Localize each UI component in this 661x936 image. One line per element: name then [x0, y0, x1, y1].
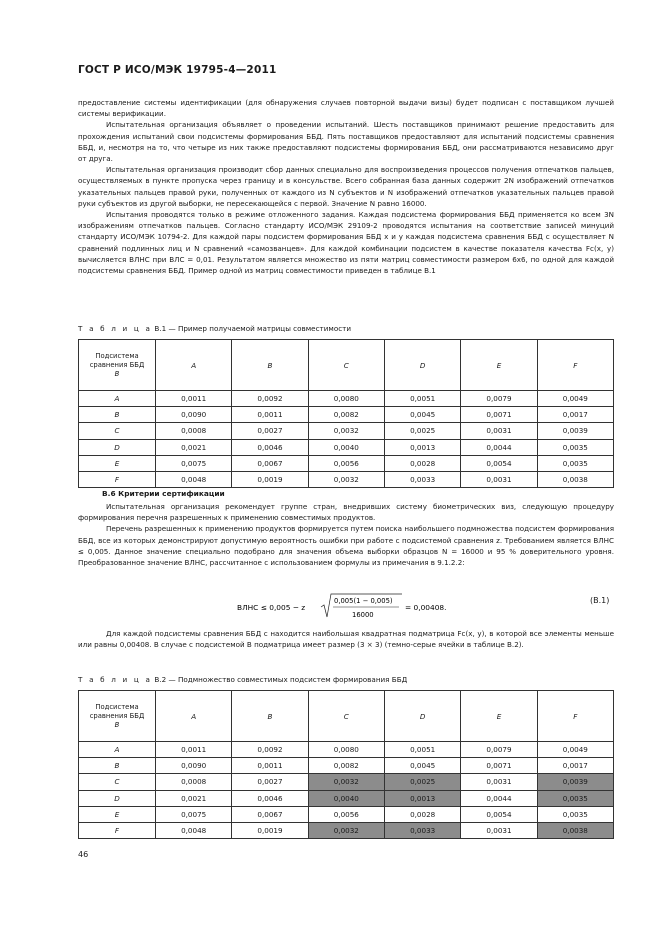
- table-cell: 0,0048: [156, 471, 232, 487]
- table-cell: 0,0038: [537, 471, 613, 487]
- table-cell: 0,0035: [537, 439, 613, 455]
- row-label: B: [79, 407, 156, 423]
- table-cell: 0,0046: [232, 439, 308, 455]
- table-cell: 0,0032: [308, 471, 384, 487]
- table-cell: 0,0025: [384, 774, 460, 790]
- column-header: C: [308, 691, 384, 742]
- table-cell: 0,0031: [461, 774, 537, 790]
- formula-rhs: = 0,00408.: [405, 603, 447, 612]
- table-cell: 0,0067: [232, 806, 308, 822]
- table-row: [79, 455, 614, 471]
- table-row: [79, 758, 614, 774]
- table-cell: 0,0031: [461, 822, 537, 838]
- paragraph-6: Перечень разрешенных к применению продуктов формируется путем поиска наибольшего подмножества подсистем формирования ББД, все из которых демонстрируют допустимую вероятность ошибки при работе с подсистемой сравнения z. Требованием является ВЛНС ≤ 0,005. Данное значение специально подобрано для значения объема выборки образцов N = 16000 и 95 % доверительного уровня. Преобразованное значение ВЛНС, рассчитанное с использованием формулы из примечания в 9.1.2.2:: [78, 524, 614, 568]
- table-cell: 0,0046: [232, 790, 308, 806]
- table-cell: 0,0035: [537, 790, 613, 806]
- table-cell: 0,0049: [537, 742, 613, 758]
- row-label: C: [79, 774, 156, 790]
- table2-caption-text: В.2 — Подмножество совместимых подсистем формирования ББД: [152, 675, 408, 684]
- table-cell: 0,0080: [308, 742, 384, 758]
- table1-header-row: [79, 340, 614, 391]
- column-header: B: [232, 691, 308, 742]
- table-cell: 0,0021: [156, 790, 232, 806]
- table-row: [79, 742, 614, 758]
- table-cell: 0,0027: [232, 423, 308, 439]
- table-row: [79, 407, 614, 423]
- table-cell: 0,0017: [537, 758, 613, 774]
- table2-caption: [78, 675, 407, 684]
- equation-number: (В.1): [590, 596, 610, 605]
- table-cell: 0,0011: [232, 758, 308, 774]
- column-header: F: [537, 340, 613, 391]
- paragraph-2: Испытательная организация объявляет о проведении испытаний. Шесть поставщиков принимают решение предоставить для прохождения испытаний свои подсистемы формирования ББД. Пять поставщиков предоставляют для испытаний подсистемы сравнения ББД, и, несмотря на то, что четыре из них также предоставляют подсистемы формирования ББД, они рассматриваются независимо друг от друга.: [78, 120, 614, 164]
- row-label: F: [79, 822, 156, 838]
- column-header: E: [461, 340, 537, 391]
- column-header: D: [384, 340, 460, 391]
- table-row: [79, 439, 614, 455]
- column-header: B: [232, 340, 308, 391]
- table-cell: 0,0011: [232, 407, 308, 423]
- table2-caption-prefix: Т а б л и ц а: [78, 675, 153, 684]
- table-cell: 0,0090: [156, 758, 232, 774]
- column-header: A: [156, 691, 232, 742]
- corner-line-3: B: [114, 720, 120, 729]
- table-cell: 0,0054: [461, 455, 537, 471]
- table-cell: 0,0008: [156, 423, 232, 439]
- table-cell: 0,0031: [461, 423, 537, 439]
- row-label: C: [79, 423, 156, 439]
- table-cell: 0,0090: [156, 407, 232, 423]
- row-label: E: [79, 455, 156, 471]
- column-header: F: [537, 691, 613, 742]
- table-row: [79, 790, 614, 806]
- table-cell: 0,0040: [308, 790, 384, 806]
- table-row: [79, 774, 614, 790]
- table-cell: 0,0075: [156, 455, 232, 471]
- paragraph-1: предоставление системы идентификации (для обнаружения случаев повторной выдачи визы) будет подписан с поставщиком лучшей системы верификации.: [78, 98, 614, 119]
- table-row: [79, 806, 614, 822]
- corner-line-3: B: [114, 369, 120, 378]
- table-cell: 0,0056: [308, 455, 384, 471]
- table-cell: 0,0040: [308, 439, 384, 455]
- table-cell: 0,0092: [232, 391, 308, 407]
- table-cell: 0,0082: [308, 758, 384, 774]
- corner-line-2: сравнения ББД: [89, 360, 145, 369]
- table-cell: 0,0032: [308, 423, 384, 439]
- table-cell: 0,0033: [384, 471, 460, 487]
- body-text-after-formula: [78, 628, 614, 650]
- table-cell: 0,0082: [308, 407, 384, 423]
- formula-denominator: 16000: [352, 611, 374, 619]
- table-cell: 0,0039: [537, 423, 613, 439]
- body-text-mid: [78, 501, 614, 568]
- table-cell: 0,0031: [461, 471, 537, 487]
- table1-corner-cell: [79, 340, 156, 391]
- table-cell: 0,0035: [537, 455, 613, 471]
- paragraph-5: Испытательная организация рекомендует группе стран, внедривших систему биометрических виз, следующую процедуру формирования перечня разрешенных к применению совместимых продуктов.: [78, 502, 614, 523]
- row-label: D: [79, 439, 156, 455]
- table2-corner-cell: [79, 691, 156, 742]
- table-cell: 0,0051: [384, 391, 460, 407]
- column-header: E: [461, 691, 537, 742]
- column-header: D: [384, 691, 460, 742]
- table-cell: 0,0079: [461, 391, 537, 407]
- table-cell: 0,0044: [461, 790, 537, 806]
- table-cell: 0,0032: [308, 822, 384, 838]
- table-cell: 0,0051: [384, 742, 460, 758]
- table1-caption-text: В.1 — Пример получаемой матрицы совместимости: [152, 324, 352, 333]
- table-cell: 0,0021: [156, 439, 232, 455]
- table-cell: 0,0054: [461, 806, 537, 822]
- table-cell: 0,0028: [384, 455, 460, 471]
- row-label: F: [79, 471, 156, 487]
- table-cell: 0,0075: [156, 806, 232, 822]
- table-cell: 0,0044: [461, 439, 537, 455]
- row-label: E: [79, 806, 156, 822]
- table-cell: 0,0017: [537, 407, 613, 423]
- compatibility-table-2: [78, 690, 614, 839]
- compatibility-table-1: [78, 339, 614, 488]
- formula-svg: [237, 592, 617, 626]
- table-cell: 0,0008: [156, 774, 232, 790]
- table-cell: 0,0011: [156, 391, 232, 407]
- table-cell: 0,0092: [232, 742, 308, 758]
- document-header: ГОСТ Р ИСО/МЭК 19795-4—2011: [78, 64, 277, 76]
- row-label: B: [79, 758, 156, 774]
- table-cell: 0,0013: [384, 790, 460, 806]
- corner-line-1: Подсистема: [95, 351, 139, 360]
- table-cell: 0,0035: [537, 806, 613, 822]
- table-cell: 0,0049: [537, 391, 613, 407]
- table-row: [79, 471, 614, 487]
- table1-caption: [78, 324, 351, 333]
- paragraph-4: Испытания проводятся только в режиме отложенного задания. Каждая подсистема формирования ББД применяется ко всем 3N изображениям отпечатков пальцев. Согласно стандарту ИСО/МЭК 29109-2 проводятся испытания на соответствие записей минуций стандарту ИСО/МЭК 10794-2. Для каждой пары подсистем формирования ББД x и y каждая подсистема сравнения ББД c осуществляет N сравнений подлинных лиц и N сравнений «самозванцев». Для каждой комбинации подсистем в качестве показателя качества Fc(x, y) вычисляется ВЛНС при ВЛС = 0,01. Результатом является множество из пяти матриц совместимости размером 6х6, по одной для каждой подсистемы сравнения ББД. Пример одной из матриц совместимости приведен в таблице В.1: [78, 210, 614, 276]
- table2-header-row: [79, 691, 614, 742]
- table-cell: 0,0011: [156, 742, 232, 758]
- formula-b1: [237, 592, 617, 626]
- section-title: В.6 Критерии сертификации: [102, 489, 225, 498]
- table-cell: 0,0038: [537, 822, 613, 838]
- paragraph-7: Для каждой подсистемы сравнения ББД c находится наибольшая квадратная подматрица Fc(x, y), в которой все элементы меньше или равны 0,00408. В случае с подсистемой B подматрица имеет размер (3 × 3) (темно-серые ячейки в таблице В.2).: [78, 629, 614, 650]
- table-cell: 0,0028: [384, 806, 460, 822]
- table-cell: 0,0071: [461, 407, 537, 423]
- table-cell: 0,0071: [461, 758, 537, 774]
- table1-caption-prefix: Т а б л и ц а: [78, 324, 153, 333]
- table-cell: 0,0019: [232, 822, 308, 838]
- table-cell: 0,0039: [537, 774, 613, 790]
- table-cell: 0,0025: [384, 423, 460, 439]
- table-cell: 0,0033: [384, 822, 460, 838]
- table-row: [79, 423, 614, 439]
- table-row: [79, 391, 614, 407]
- row-label: A: [79, 391, 156, 407]
- table-cell: 0,0080: [308, 391, 384, 407]
- formula-lhs: ВЛНС ≤ 0,005 − z: [237, 603, 306, 612]
- table-cell: 0,0027: [232, 774, 308, 790]
- table-cell: 0,0019: [232, 471, 308, 487]
- corner-line-1: Подсистема: [95, 702, 139, 711]
- table-cell: 0,0045: [384, 758, 460, 774]
- table-cell: 0,0045: [384, 407, 460, 423]
- body-text-top: [78, 97, 614, 276]
- table-cell: 0,0067: [232, 455, 308, 471]
- row-label: D: [79, 790, 156, 806]
- table-row: [79, 822, 614, 838]
- table-cell: 0,0032: [308, 774, 384, 790]
- column-header: C: [308, 340, 384, 391]
- table-cell: 0,0048: [156, 822, 232, 838]
- formula-numerator: 0,005(1 − 0,005): [334, 597, 393, 605]
- page-number: 46: [78, 850, 89, 859]
- corner-line-2: сравнения ББД: [89, 711, 145, 720]
- row-label: A: [79, 742, 156, 758]
- paragraph-3: Испытательная организация производит сбор данных специально для воспроизведения процессов получения отпечатков пальцев, осуществляемых в пункте пропуска через границу и в консульстве. Всего собранная база данных содержит 2N изображений отпечатков указательных пальцев правой руки, полученных от каждого из N субъектов и N изображений отпечатков указательных пальцев правой руки субъектов из другой выборки, не пересекающейся с первой. Значение N равно 16000.: [78, 165, 614, 208]
- table-cell: 0,0013: [384, 439, 460, 455]
- table-cell: 0,0079: [461, 742, 537, 758]
- table-cell: 0,0056: [308, 806, 384, 822]
- column-header: A: [156, 340, 232, 391]
